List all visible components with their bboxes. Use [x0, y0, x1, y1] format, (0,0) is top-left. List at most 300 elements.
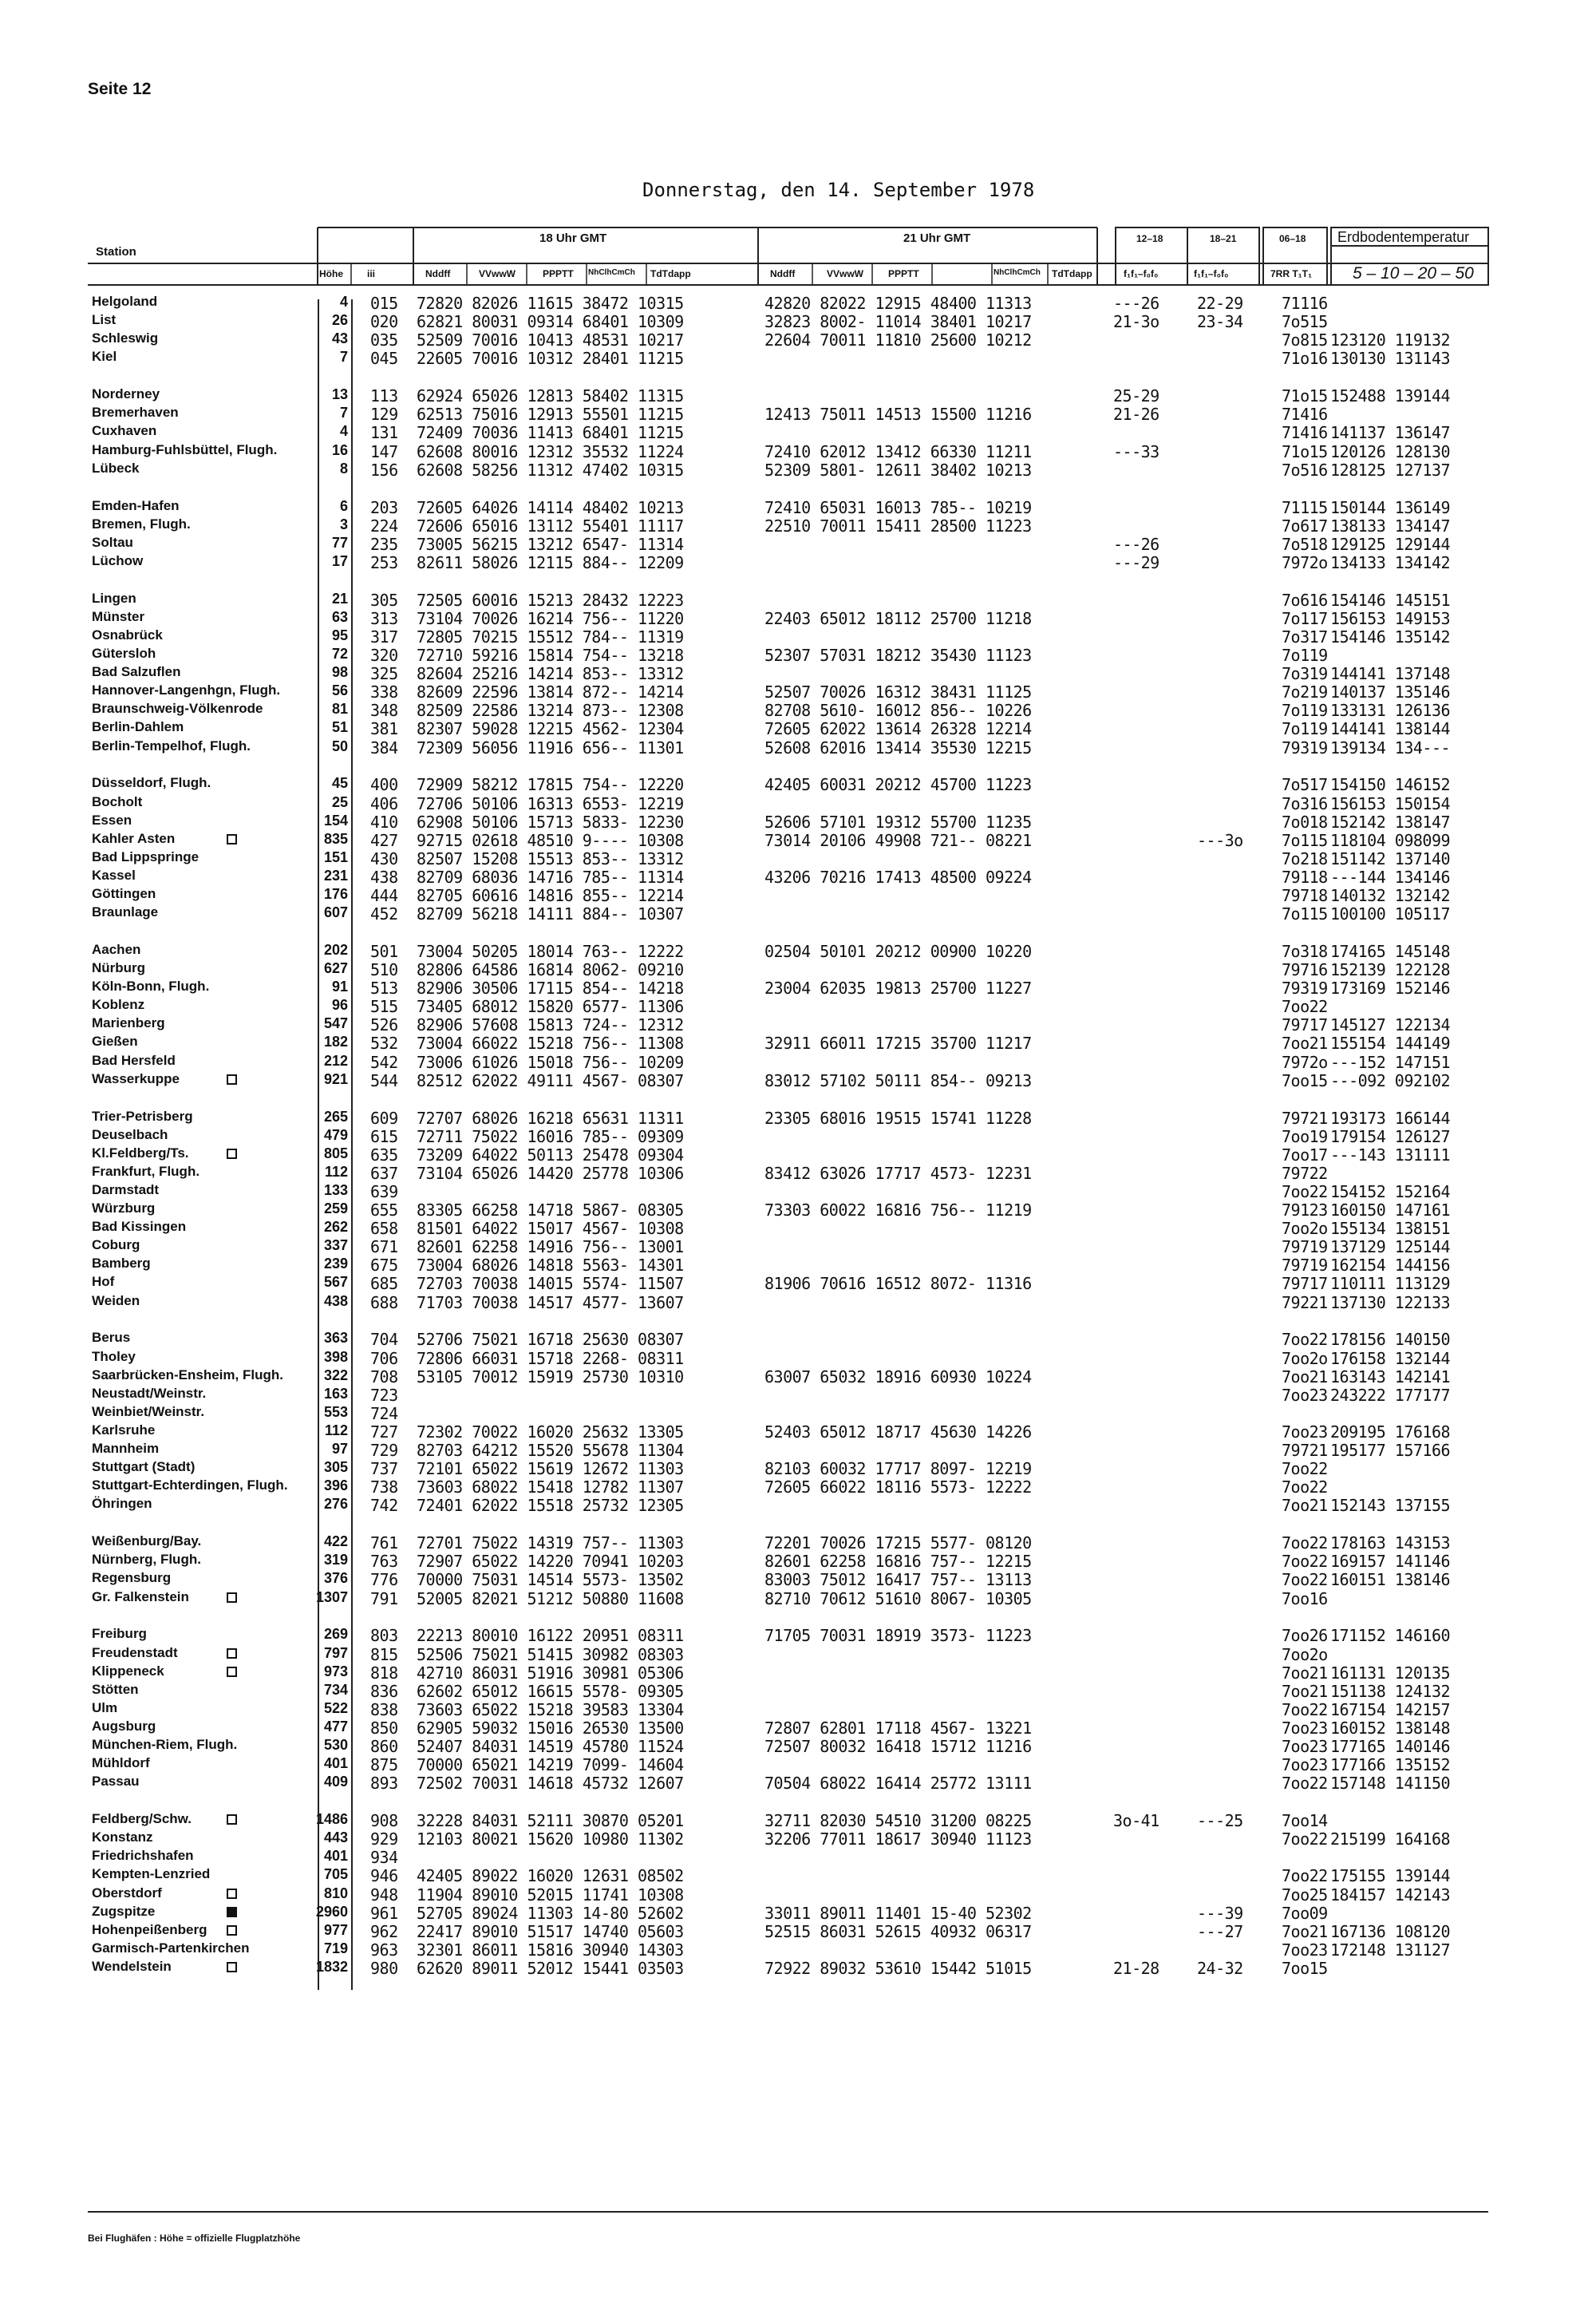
station-name: Kassel [92, 868, 136, 883]
obs-21-utc: 52608 62016 13414 35530 12215 [764, 738, 1032, 757]
soil-temperature: 177165 140146 [1330, 1737, 1451, 1756]
obs-21-utc: 71705 70031 18919 3573- 11223 [764, 1626, 1032, 1645]
header-soil-depths: 5 – 10 – 20 – 50 [1353, 264, 1474, 283]
station-height: 259 [323, 1200, 348, 1216]
station-index: 313 [370, 609, 398, 628]
soil-temperature: 167154 142157 [1330, 1700, 1451, 1719]
soil-temperature: 140137 135146 [1330, 682, 1451, 702]
precip-06-18: 7o218 [1282, 849, 1328, 868]
station-height: 398 [323, 1349, 348, 1365]
station-name: Bad Salzuflen [92, 664, 181, 679]
station-index: 542 [370, 1053, 398, 1072]
obs-18-utc: 32228 84031 52111 30870 05201 [417, 1811, 684, 1830]
table-row [0, 1164, 1596, 1182]
station-index: 818 [370, 1663, 398, 1683]
station-name: Neustadt/Weinstr. [92, 1386, 207, 1401]
station-index: 704 [370, 1330, 398, 1349]
precip-06-18: 7o517 [1282, 775, 1328, 794]
precip-06-18: 7oo22 [1282, 1459, 1328, 1478]
header-21-utc: 21 Uhr GMT [903, 231, 971, 245]
station-index: 708 [370, 1367, 398, 1386]
station-height: 376 [323, 1570, 348, 1586]
station-name: Marienberg [92, 1015, 165, 1030]
precip-06-18: 79721 [1282, 1441, 1328, 1460]
obs-21-utc: 82103 60032 17717 8097- 12219 [764, 1459, 1032, 1478]
table-row [0, 1922, 1596, 1940]
station-height: 401 [323, 1755, 348, 1771]
soil-temperature: 157148 141150 [1330, 1774, 1451, 1793]
precip-06-18: 79319 [1282, 738, 1328, 757]
table-row [0, 553, 1596, 572]
precip-06-18: 7oo23 [1282, 1755, 1328, 1774]
soil-temperature: 154152 152164 [1330, 1182, 1451, 1201]
station-index: 510 [370, 960, 398, 979]
precip-06-18: 7972o [1282, 1053, 1328, 1072]
station-index: 253 [370, 553, 398, 572]
obs-18-utc: 72710 59216 15814 754-- 13218 [417, 646, 684, 665]
obs-18-utc: 82507 15208 15513 853-- 13312 [417, 849, 684, 868]
soil-temperature: 118104 098099 [1330, 831, 1451, 850]
obs-21-utc: 42820 82022 12915 48400 11313 [764, 294, 1032, 313]
soil-temperature: 110111 113129 [1330, 1274, 1451, 1293]
obs-18-utc: 72703 70038 14015 5574- 11507 [417, 1274, 684, 1293]
station-height: 112 [324, 1422, 348, 1438]
station-name: Augsburg [92, 1719, 156, 1734]
station-name: Essen [92, 813, 132, 828]
wind-18-21: 22-29 [1197, 294, 1243, 313]
table-row [0, 1552, 1596, 1570]
station-index: 838 [370, 1700, 398, 1719]
station-name: Lüchow [92, 553, 144, 568]
station-height: 269 [323, 1626, 348, 1642]
table-row [0, 1477, 1596, 1496]
station-index: 317 [370, 627, 398, 647]
station-height: 212 [323, 1053, 348, 1069]
station-index: 980 [370, 1959, 398, 1978]
soil-temperature: 151142 137140 [1330, 849, 1451, 868]
station-index: 438 [370, 868, 398, 887]
soil-temperature: 155154 144149 [1330, 1034, 1451, 1053]
table-row [0, 1145, 1596, 1164]
header-18-col-2: VVwwW [479, 268, 516, 279]
obs-18-utc: 52509 70016 10413 48531 10217 [417, 330, 684, 350]
station-index: 338 [370, 682, 398, 702]
precip-06-18: 7oo22 [1282, 1533, 1328, 1552]
open-square-icon [227, 1648, 237, 1659]
station-index: 452 [370, 904, 398, 924]
obs-21-utc: 22403 65012 18112 25700 11218 [764, 609, 1032, 628]
station-index: 609 [370, 1109, 398, 1128]
station-index: 742 [370, 1496, 398, 1515]
obs-18-utc: 73209 64022 50113 25478 09304 [417, 1145, 684, 1165]
precip-06-18: 79118 [1282, 868, 1328, 887]
station-name: Regensburg [92, 1570, 172, 1585]
wind-18-21: 24-32 [1197, 1959, 1243, 1978]
table-row [0, 646, 1596, 664]
station-name: Lingen [92, 591, 136, 606]
station-height: 810 [323, 1885, 348, 1901]
precip-06-18: 71115 [1282, 498, 1328, 517]
station-name: Kiel [92, 349, 117, 364]
station-height: 276 [323, 1496, 348, 1512]
station-height: 17 [331, 553, 348, 569]
obs-18-utc: 22417 89010 51517 14740 05603 [417, 1922, 684, 1941]
obs-18-utc: 52705 89024 11303 14-80 52602 [417, 1904, 684, 1923]
station-name: Nürnberg, Flugh. [92, 1552, 201, 1567]
station-name: Köln-Bonn, Flugh. [92, 979, 210, 994]
obs-21-utc: 22604 70011 11810 25600 10212 [764, 330, 1032, 350]
precip-06-18: 7oo17 [1282, 1145, 1328, 1165]
precip-06-18: 7972o [1282, 553, 1328, 572]
station-name: Hannover-Langenhgn, Flugh. [92, 682, 281, 698]
precip-06-18: 7o219 [1282, 682, 1328, 702]
station-height: 133 [323, 1182, 348, 1198]
table-row [0, 1015, 1596, 1034]
station-name: Hohenpeißenberg [92, 1922, 207, 1937]
obs-18-utc: 72409 70036 11413 68401 11215 [417, 423, 684, 442]
station-height: 51 [331, 719, 348, 735]
obs-18-utc: 70000 75031 14514 5573- 13502 [417, 1570, 684, 1589]
soil-temperature: 179154 126127 [1330, 1127, 1451, 1146]
station-index: 639 [370, 1182, 398, 1201]
wind-12-18: ---29 [1113, 553, 1159, 572]
obs-18-utc: 72606 65016 13112 55401 11117 [417, 516, 684, 536]
soil-temperature: 123120 119132 [1330, 330, 1451, 350]
station-height: 151 [323, 849, 348, 865]
precip-06-18: 7oo21 [1282, 1682, 1328, 1701]
station-height: 43 [331, 330, 348, 346]
obs-18-utc: 72401 62022 15518 25732 12305 [417, 1496, 684, 1515]
station-name: Schleswig [92, 330, 159, 346]
station-name: Helgoland [92, 294, 158, 309]
station-index: 427 [370, 831, 398, 850]
obs-21-utc: 72807 62801 17118 4567- 13221 [764, 1719, 1032, 1738]
precip-06-18: 7oo23 [1282, 1737, 1328, 1756]
report-date: Donnerstag, den 14. September 1978 [642, 179, 1035, 201]
station-name: Kahler Asten [92, 831, 176, 846]
precip-06-18: 79221 [1282, 1293, 1328, 1312]
station-index: 400 [370, 775, 398, 794]
header-18-col-3: PPPTT [543, 268, 574, 279]
precip-06-18: 7oo22 [1282, 1570, 1328, 1589]
station-height: 26 [331, 312, 348, 328]
precip-06-18: 7o115 [1282, 904, 1328, 924]
station-height: 322 [323, 1367, 348, 1383]
soil-temperature: 154150 146152 [1330, 775, 1451, 794]
station-index: 045 [370, 349, 398, 368]
wind-18-21: 23-34 [1197, 312, 1243, 331]
table-row [0, 1053, 1596, 1071]
precip-06-18: 71o15 [1282, 442, 1328, 461]
table-row [0, 1109, 1596, 1127]
obs-18-utc: 72806 66031 15718 2268- 08311 [417, 1349, 684, 1368]
wind-18-21: ---27 [1197, 1922, 1243, 1941]
precip-06-18: 71416 [1282, 423, 1328, 442]
header-21-col-5: TdTdapp [1052, 268, 1092, 279]
station-index: 655 [370, 1200, 398, 1220]
station-height: 96 [331, 997, 348, 1013]
station-height: 25 [331, 794, 348, 810]
open-square-icon [227, 1962, 237, 1972]
header-period-1: 12–18 [1136, 233, 1163, 244]
station-name: Kempten-Lenzried [92, 1866, 211, 1881]
station-index: 658 [370, 1219, 398, 1238]
station-height: 7 [339, 349, 348, 365]
station-name: Münster [92, 609, 145, 624]
table-row [0, 1737, 1596, 1755]
station-height: 182 [323, 1034, 348, 1050]
station-index: 961 [370, 1904, 398, 1923]
obs-18-utc: 62620 89011 52012 15441 03503 [417, 1959, 684, 1978]
wind-12-18: 21-28 [1113, 1959, 1159, 1978]
station-height: 97 [331, 1441, 348, 1457]
obs-18-utc: 22605 70016 10312 28401 11215 [417, 349, 684, 368]
station-name: Passau [92, 1774, 140, 1789]
soil-temperature: 150144 136149 [1330, 498, 1451, 517]
table-row [0, 1422, 1596, 1441]
precip-06-18: 7o316 [1282, 794, 1328, 813]
precip-06-18: 7oo21 [1282, 1663, 1328, 1683]
station-height: 797 [323, 1645, 348, 1661]
station-name: Düsseldorf, Flugh. [92, 775, 211, 790]
obs-21-utc: 23305 68016 19515 15741 11228 [764, 1109, 1032, 1128]
soil-temperature: 100100 105117 [1330, 904, 1451, 924]
obs-18-utc: 62513 75016 12913 55501 11215 [417, 405, 684, 424]
table-row [0, 1274, 1596, 1292]
table-row [0, 1034, 1596, 1052]
obs-21-utc: 72410 62012 13412 66330 11211 [764, 442, 1032, 461]
obs-21-utc: 73303 60022 16816 756-- 11219 [764, 1200, 1032, 1220]
table-row [0, 535, 1596, 553]
station-name: Weißenburg/Bay. [92, 1533, 202, 1549]
obs-18-utc: 72706 50106 16313 6553- 12219 [417, 794, 684, 813]
station-height: 805 [323, 1145, 348, 1161]
station-name: Soltau [92, 535, 133, 550]
station-index: 850 [370, 1719, 398, 1738]
obs-21-utc: 83412 63026 17717 4573- 12231 [764, 1164, 1032, 1183]
soil-temperature: 156153 149153 [1330, 609, 1451, 628]
soil-temperature: 160150 147161 [1330, 1200, 1451, 1220]
precip-06-18: 7oo15 [1282, 1071, 1328, 1090]
station-height: 479 [323, 1127, 348, 1143]
precip-06-18: 7oo14 [1282, 1811, 1328, 1830]
station-name: Wasserkuppe [92, 1071, 180, 1086]
station-index: 791 [370, 1589, 398, 1608]
obs-18-utc: 62608 80016 12312 35532 11224 [417, 442, 684, 461]
station-index: 513 [370, 979, 398, 998]
table-row [0, 813, 1596, 831]
table-row [0, 405, 1596, 423]
station-index: 129 [370, 405, 398, 424]
station-index: 020 [370, 312, 398, 331]
table-row [0, 904, 1596, 923]
station-index: 147 [370, 442, 398, 461]
precip-06-18: 7oo15 [1282, 1959, 1328, 1978]
obs-18-utc: 62608 58256 11312 47402 10315 [417, 461, 684, 480]
station-name: Karlsruhe [92, 1422, 156, 1438]
precip-06-18: 79719 [1282, 1237, 1328, 1256]
obs-21-utc: 32711 82030 54510 31200 08225 [764, 1811, 1032, 1830]
station-name: Bad Hersfeld [92, 1053, 176, 1068]
station-index: 113 [370, 386, 398, 405]
header-21-col-1: Nddff [770, 268, 796, 279]
station-index: 035 [370, 330, 398, 350]
station-index: 406 [370, 794, 398, 813]
station-height: 363 [323, 1330, 348, 1346]
station-index: 131 [370, 423, 398, 442]
soil-temperature: 141137 136147 [1330, 423, 1451, 442]
precip-06-18: 7o318 [1282, 942, 1328, 961]
obs-21-utc: 72922 89032 53610 15442 51015 [764, 1959, 1032, 1978]
obs-18-utc: 73104 70026 16214 756-- 11220 [417, 609, 684, 628]
obs-18-utc: 72605 64026 14114 48402 10213 [417, 498, 684, 517]
soil-temperature: 152488 139144 [1330, 386, 1451, 405]
station-index: 948 [370, 1885, 398, 1904]
soil-temperature: 178156 140150 [1330, 1330, 1451, 1349]
obs-18-utc: 82806 64586 16814 8062- 09210 [417, 960, 684, 979]
station-height: 8 [339, 461, 348, 477]
precip-06-18: 79721 [1282, 1109, 1328, 1128]
soil-temperature: 173169 152146 [1330, 979, 1451, 998]
table-row [0, 1182, 1596, 1200]
precip-06-18: 79718 [1282, 886, 1328, 905]
station-height: 409 [323, 1774, 348, 1790]
obs-18-utc: 12103 80021 15620 10980 11302 [417, 1829, 684, 1849]
station-name: Cuxhaven [92, 423, 157, 438]
soil-temperature: 133131 126136 [1330, 701, 1451, 720]
obs-18-utc: 11904 89010 52015 11741 10308 [417, 1885, 684, 1904]
table-row [0, 1570, 1596, 1588]
header-period-2-sub: f₁f₁–f₀f₀ [1194, 268, 1229, 279]
station-index: 776 [370, 1570, 398, 1589]
station-height: 63 [331, 609, 348, 625]
station-index: 763 [370, 1552, 398, 1571]
table-row [0, 1330, 1596, 1348]
obs-21-utc: 23004 62035 19813 25700 11227 [764, 979, 1032, 998]
table-row [0, 609, 1596, 627]
soil-temperature: ---152 147151 [1330, 1053, 1451, 1072]
station-name: Mannheim [92, 1441, 160, 1456]
station-index: 348 [370, 701, 398, 720]
station-height: 6 [339, 498, 348, 514]
table-row [0, 1940, 1596, 1959]
soil-temperature: 156153 150154 [1330, 794, 1451, 813]
station-name: Ulm [92, 1700, 118, 1715]
obs-18-utc: 72909 58212 17815 754-- 12220 [417, 775, 684, 794]
station-index: 724 [370, 1404, 398, 1423]
obs-21-utc: 63007 65032 18916 60930 10224 [764, 1367, 1032, 1386]
soil-temperature: 163143 142141 [1330, 1367, 1451, 1386]
table-row [0, 423, 1596, 441]
station-height: 547 [323, 1015, 348, 1031]
obs-21-utc: 70504 68022 16414 25772 13111 [764, 1774, 1032, 1793]
station-name: Wendelstein [92, 1959, 172, 1974]
obs-18-utc: 72302 70022 16020 25632 13305 [417, 1422, 684, 1442]
station-name: Bad Lippspringe [92, 849, 200, 864]
soil-temperature: 161131 120135 [1330, 1663, 1451, 1683]
precip-06-18: 7o515 [1282, 312, 1328, 331]
header-station: Station [96, 245, 136, 259]
obs-18-utc: 42405 89022 16020 12631 08502 [417, 1866, 684, 1885]
obs-18-utc: 72907 65022 14220 70941 10203 [417, 1552, 684, 1571]
station-height: 530 [323, 1737, 348, 1753]
station-index: 929 [370, 1829, 398, 1849]
station-height: 627 [323, 960, 348, 976]
obs-21-utc: 32206 77011 18617 30940 11123 [764, 1829, 1032, 1849]
station-name: Friedrichshafen [92, 1848, 194, 1863]
table-row [0, 1682, 1596, 1700]
header-period-3: 06–18 [1279, 233, 1306, 244]
soil-temperature: 167136 108120 [1330, 1922, 1451, 1941]
obs-18-utc: 52005 82021 51212 50880 11608 [417, 1589, 684, 1608]
precip-06-18: 79717 [1282, 1274, 1328, 1293]
station-name: Berlin-Dahlem [92, 719, 184, 734]
obs-18-utc: 53105 70012 15919 25730 10310 [417, 1367, 684, 1386]
soil-temperature: 139134 134--- [1330, 738, 1451, 757]
obs-21-utc: 82710 70612 51610 8067- 10305 [764, 1589, 1032, 1608]
station-height: 477 [323, 1719, 348, 1734]
table-row [0, 664, 1596, 682]
table-row [0, 1959, 1596, 1977]
table-row [0, 1349, 1596, 1367]
soil-temperature: 155134 138151 [1330, 1219, 1451, 1238]
wind-18-21: ---39 [1197, 1904, 1243, 1923]
station-index: 444 [370, 886, 398, 905]
precip-06-18: 7oo22 [1282, 997, 1328, 1016]
station-name: Hof [92, 1274, 115, 1289]
table-row [0, 1367, 1596, 1386]
station-name: Trier-Petrisberg [92, 1109, 193, 1124]
station-name: Nürburg [92, 960, 146, 975]
soil-temperature: 160152 138148 [1330, 1719, 1451, 1738]
soil-temperature: 243222 177177 [1330, 1386, 1451, 1405]
obs-18-utc: 72505 60016 15213 28432 12223 [417, 591, 684, 610]
soil-temperature: 152139 122128 [1330, 960, 1451, 979]
station-height: 522 [323, 1700, 348, 1716]
obs-18-utc: 70000 65021 14219 7099- 14604 [417, 1755, 684, 1774]
station-name: Koblenz [92, 997, 145, 1012]
station-name: Osnabrück [92, 627, 163, 643]
precip-06-18: 7oo22 [1282, 1866, 1328, 1885]
station-index: 325 [370, 664, 398, 683]
precip-06-18: 7oo2o [1282, 1349, 1328, 1368]
station-index: 815 [370, 1645, 398, 1664]
table-row [0, 1459, 1596, 1477]
station-index: 893 [370, 1774, 398, 1793]
station-height: 607 [323, 904, 348, 920]
precip-06-18: 7o518 [1282, 535, 1328, 554]
precip-06-18: 7oo22 [1282, 1330, 1328, 1349]
table-row [0, 794, 1596, 813]
station-index: 934 [370, 1848, 398, 1867]
station-index: 803 [370, 1626, 398, 1645]
soil-temperature: 172148 131127 [1330, 1940, 1451, 1960]
soil-temperature: 137130 122133 [1330, 1293, 1451, 1312]
station-index: 685 [370, 1274, 398, 1293]
station-name: Konstanz [92, 1829, 153, 1845]
station-name: Gießen [92, 1034, 138, 1049]
table-row [0, 1533, 1596, 1552]
station-height: 91 [331, 979, 348, 995]
obs-18-utc: 73405 68012 15820 6577- 11306 [417, 997, 684, 1016]
table-row [0, 1848, 1596, 1866]
obs-21-utc: 72507 80032 16418 15712 11216 [764, 1737, 1032, 1756]
station-height: 176 [323, 886, 348, 902]
station-index: 224 [370, 516, 398, 536]
obs-18-utc: 73004 50205 18014 763-- 12222 [417, 942, 684, 961]
station-height: 4 [339, 294, 348, 310]
station-height: 422 [323, 1533, 348, 1549]
